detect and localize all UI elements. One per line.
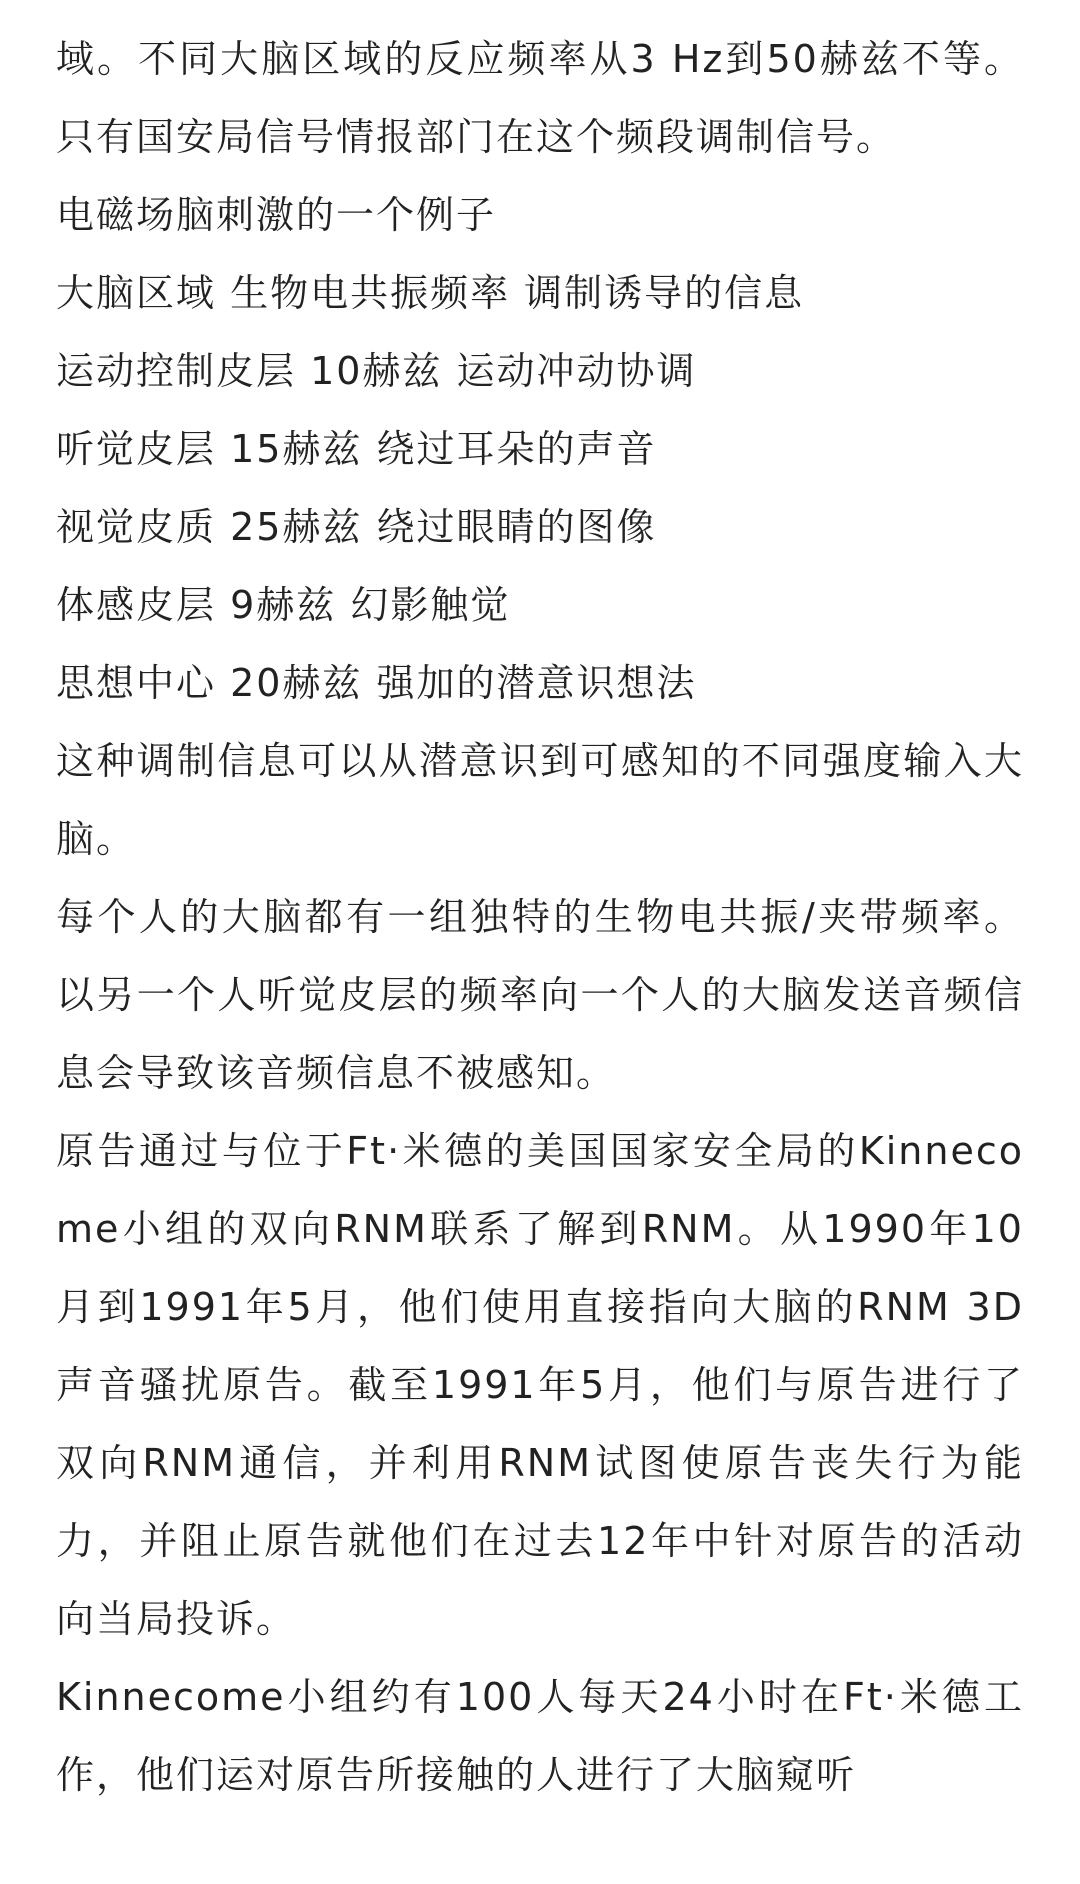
paragraph-motor-cortex: 运动控制皮层 10赫兹 运动冲动协调 [56,349,697,393]
bottom-fade-overlay [0,1814,1080,1884]
paragraph-unique-frequencies: 每个人的大脑都有一组独特的生物电共振/夹带频率。以另一个人听觉皮层的频率向一个人的大脑发送音频信息会导致该音频信息不被感知。 [56,895,1024,1095]
paragraph-frequency-range: 域。不同大脑区域的反应频率从3 Hz到50赫兹不等。只有国安局信号情报部门在这个频段调制信号。 [56,37,1024,159]
article-body [56,20,1024,1814]
paragraph-modulated-info: 这种调制信息可以从潜意识到可感知的不同强度输入大脑。 [56,739,1024,861]
paragraph-auditory-cortex: 听觉皮层 15赫兹 绕过耳朵的声音 [56,427,657,471]
paragraph-table-header: 大脑区域 生物电共振频率 调制诱导的信息 [56,271,805,315]
paragraph-plaintiff-rnm: 原告通过与位于Ft·米德的美国国家安全局的Kinnecome小组的双向RNM联系了解到RNM。从1990年10月到1991年5月，他们使用直接指向大脑的RNM 3D声音骚扰原告。截至1991年5月，他们与原告进行了双向RNM通信，并利用RNM试图使原告丧失行为能力，并阻止原告就他们在过去12年中针对原告的活动向当局投诉。 [56,1129,1024,1641]
paragraph-example-heading: 电磁场脑刺激的一个例子 [56,193,497,237]
paragraph-kinnecome-group: Kinnecome小组约有100人每天24小时在Ft·米德工作，他们运对原告所接触的人进行了大脑窥听 [56,1675,1024,1797]
paragraph-thought-center: 思想中心 20赫兹 强加的潜意识想法 [56,661,697,705]
paragraph-visual-cortex: 视觉皮质 25赫兹 绕过眼睛的图像 [56,505,657,549]
paragraph-somatosensory-cortex: 体感皮层 9赫兹 幻影触觉 [56,583,511,627]
